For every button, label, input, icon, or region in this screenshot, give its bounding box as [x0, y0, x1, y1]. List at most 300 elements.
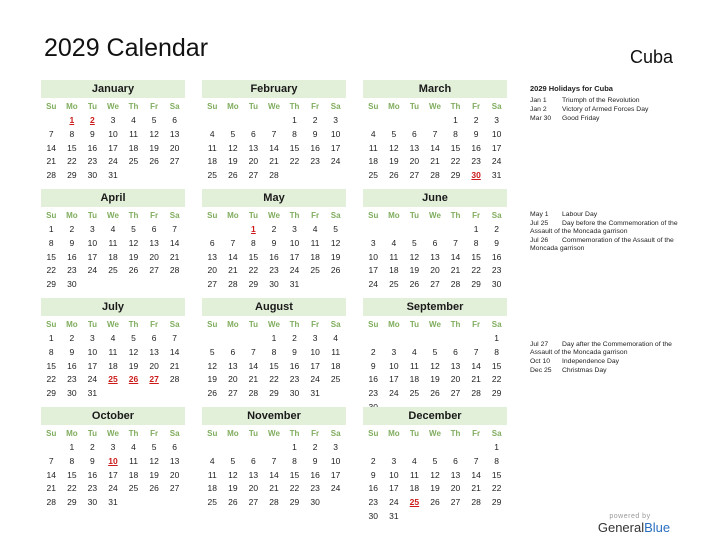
day-cell: 7: [172, 333, 178, 343]
day-cell: 30: [67, 388, 77, 399]
day-cell: 29: [471, 279, 481, 290]
month-header: August: [202, 298, 346, 316]
week-row: [363, 142, 507, 156]
day-cell: 3: [391, 455, 397, 466]
day-cell: 22: [450, 156, 461, 167]
day-cell: 22: [67, 483, 77, 494]
brand-general: General: [597, 520, 645, 535]
day-cell: 9: [312, 455, 318, 466]
day-cell: 19: [228, 483, 238, 494]
day-cell: 28: [471, 388, 481, 399]
weekday-label: Sa: [169, 429, 180, 438]
empty-cell: [144, 387, 165, 401]
day-cell: 2: [292, 333, 297, 343]
empty-cell: [223, 223, 244, 237]
day-cell: 1: [494, 442, 500, 452]
day-cell: 25: [330, 374, 341, 385]
day-cell: 4: [391, 237, 397, 248]
week-row: [202, 387, 346, 401]
empty-cell: [445, 332, 466, 346]
day-cell: 31: [289, 279, 300, 290]
day-cell: 19: [128, 251, 139, 262]
holiday-day-cell: 30: [471, 170, 481, 181]
day-cell: 29: [269, 388, 279, 399]
holiday-date: Jan 1: [530, 97, 547, 105]
weekday-label: Fr: [311, 320, 320, 329]
day-cell: 31: [389, 510, 399, 521]
empty-cell: [425, 441, 446, 455]
day-cell: 28: [269, 170, 279, 181]
empty-cell: [202, 114, 223, 128]
empty-cell: [144, 169, 165, 183]
weekday-label: Th: [289, 211, 300, 220]
day-cell: 27: [169, 156, 180, 167]
day-cell: 24: [108, 156, 118, 167]
day-cell: 20: [248, 483, 259, 494]
day-cell: 27: [228, 388, 238, 399]
day-cell: 6: [172, 115, 178, 125]
generalblue-logo: [593, 520, 675, 535]
day-cell: 9: [69, 237, 75, 248]
weekday-label: Mo: [227, 211, 239, 220]
day-cell: 22: [46, 265, 57, 276]
day-cell: 10: [87, 237, 98, 248]
day-cell: 16: [368, 483, 379, 494]
weekday-row: [202, 100, 346, 114]
day-cell: 28: [169, 265, 180, 276]
day-cell: 19: [149, 469, 159, 480]
day-cell: 17: [389, 374, 399, 385]
day-cell: 22: [46, 374, 57, 385]
day-cell: 17: [491, 142, 502, 153]
weekday-label: Tu: [87, 320, 97, 329]
holiday-list-q1: [530, 85, 680, 123]
day-cell: 4: [209, 455, 215, 466]
day-cell: 26: [128, 265, 139, 276]
month-august: [202, 298, 346, 401]
day-cell: 9: [370, 360, 376, 371]
day-cell: 26: [228, 497, 238, 508]
day-cell: 18: [389, 265, 399, 276]
holiday-date: Jul 27: [530, 341, 549, 348]
day-cell: 7: [432, 128, 438, 139]
empty-cell: [243, 441, 264, 455]
weekday-label: We: [429, 429, 441, 438]
empty-cell: [363, 223, 384, 237]
empty-cell: [325, 387, 346, 401]
day-cell: 26: [430, 497, 440, 508]
day-cell: 14: [471, 360, 481, 371]
day-cell: 22: [67, 156, 77, 167]
day-cell: 11: [310, 237, 320, 248]
day-cell: 19: [207, 374, 218, 385]
day-cell: 2: [69, 224, 75, 234]
day-cell: 13: [409, 142, 420, 153]
week-row: [363, 387, 507, 401]
day-cell: 28: [169, 374, 180, 385]
day-cell: 22: [269, 374, 279, 385]
day-cell: 29: [67, 497, 77, 508]
day-cell: 4: [412, 455, 417, 466]
weekday-label: Tu: [409, 320, 419, 329]
day-cell: 6: [251, 128, 256, 139]
day-cell: 1: [494, 333, 500, 343]
day-cell: 4: [209, 128, 215, 139]
holiday-day-cell: 10: [108, 455, 118, 466]
weekday-label: Mo: [227, 102, 239, 111]
weekday-label: Mo: [66, 102, 78, 111]
month-header: September: [363, 298, 507, 316]
weekday-row: [41, 427, 185, 441]
day-cell: 22: [289, 156, 300, 167]
day-cell: 18: [128, 469, 139, 480]
day-cell: 10: [108, 128, 118, 139]
day-cell: 12: [128, 346, 139, 357]
empty-cell: [41, 441, 62, 455]
weekday-label: Th: [450, 102, 461, 111]
day-cell: 6: [230, 346, 236, 357]
day-cell: 17: [310, 360, 320, 371]
day-cell: 15: [67, 142, 77, 153]
day-cell: 8: [69, 455, 75, 466]
day-cell: 28: [228, 279, 238, 290]
day-cell: 18: [108, 251, 118, 262]
day-cell: 14: [169, 346, 180, 357]
empty-cell: [445, 510, 466, 524]
day-cell: 8: [271, 346, 277, 357]
day-cell: 7: [172, 224, 178, 234]
day-cell: 13: [450, 360, 461, 371]
weekday-label: Sa: [169, 211, 180, 220]
holiday-name: Good Friday: [562, 114, 600, 122]
day-cell: 5: [333, 224, 339, 234]
day-cell: 5: [151, 115, 157, 125]
weekday-label: Tu: [248, 211, 258, 220]
week-row: [363, 264, 507, 278]
day-cell: 4: [333, 333, 339, 343]
holiday-item: [530, 367, 680, 375]
weekday-label: Su: [46, 211, 57, 220]
day-cell: 31: [108, 497, 118, 508]
page-title: 2029 Calendar: [44, 34, 209, 62]
week-row: [363, 441, 507, 455]
day-cell: 6: [432, 237, 438, 248]
day-cell: 23: [368, 497, 379, 508]
day-cell: 11: [207, 142, 217, 153]
day-cell: 30: [87, 497, 98, 508]
month-may: [202, 189, 346, 292]
day-cell: 21: [269, 156, 279, 167]
month-february: [202, 80, 346, 183]
day-cell: 15: [450, 142, 461, 153]
day-cell: 8: [251, 237, 256, 248]
day-cell: 19: [128, 360, 139, 371]
day-cell: 7: [48, 128, 54, 139]
day-cell: 10: [87, 346, 98, 357]
week-row: [363, 237, 507, 251]
day-cell: 20: [149, 360, 159, 371]
day-cell: 31: [310, 388, 320, 399]
day-cell: 4: [312, 224, 318, 234]
day-cell: 23: [269, 265, 279, 276]
weekday-label: Fr: [311, 102, 320, 111]
empty-cell: [363, 114, 384, 128]
day-cell: 23: [310, 156, 320, 167]
day-cell: 11: [207, 469, 217, 480]
day-cell: 12: [207, 360, 218, 371]
day-cell: 24: [330, 156, 341, 167]
day-cell: 1: [473, 224, 479, 234]
day-cell: 26: [389, 170, 399, 181]
day-cell: 27: [409, 170, 420, 181]
day-cell: 7: [473, 455, 479, 466]
day-cell: 9: [271, 237, 277, 248]
day-cell: 3: [312, 333, 318, 343]
day-cell: 5: [151, 442, 157, 452]
day-cell: 15: [289, 142, 300, 153]
day-cell: 17: [87, 360, 98, 371]
week-row: [41, 346, 185, 360]
empty-cell: [425, 223, 446, 237]
week-row: [363, 223, 507, 237]
day-cell: 26: [430, 388, 440, 399]
week-row: [41, 114, 185, 128]
day-cell: 3: [110, 115, 116, 125]
week-row: [202, 223, 346, 237]
weekday-label: Fr: [150, 320, 159, 329]
week-row: [202, 155, 346, 169]
weekday-label: Su: [207, 211, 218, 220]
weekday-label: Sa: [491, 320, 502, 329]
month-header: June: [363, 189, 507, 207]
month-header: October: [41, 407, 185, 425]
day-cell: 14: [46, 469, 57, 480]
day-cell: 2: [271, 224, 277, 234]
empty-cell: [466, 510, 487, 524]
day-cell: 15: [67, 469, 77, 480]
day-cell: 26: [207, 388, 218, 399]
weekday-label: Th: [450, 429, 461, 438]
day-cell: 27: [149, 265, 159, 276]
day-cell: 14: [248, 360, 259, 371]
generalblue-footer: [585, 513, 675, 535]
day-cell: 16: [289, 360, 300, 371]
day-cell: 7: [251, 346, 256, 357]
day-cell: 29: [450, 170, 461, 181]
day-cell: 6: [453, 346, 458, 357]
day-cell: 14: [46, 142, 57, 153]
day-cell: 12: [330, 237, 341, 248]
day-cell: 9: [312, 128, 318, 139]
holiday-date: Jul 26: [530, 236, 549, 244]
day-cell: 20: [248, 156, 259, 167]
day-cell: 16: [87, 142, 98, 153]
day-cell: 23: [67, 374, 77, 385]
weekday-label: Su: [368, 429, 379, 438]
day-cell: 18: [368, 156, 379, 167]
month-december: [363, 407, 507, 524]
holiday-date: Mar 30: [530, 114, 552, 122]
day-cell: 30: [368, 510, 379, 521]
week-row: [202, 496, 346, 510]
day-cell: 18: [207, 156, 218, 167]
weekday-label: Mo: [388, 211, 400, 220]
brand-blue: Blue: [644, 520, 671, 535]
week-row: [202, 251, 346, 265]
day-cell: 25: [207, 170, 218, 181]
empty-cell: [264, 441, 285, 455]
day-cell: 6: [209, 237, 215, 248]
empty-cell: [325, 169, 346, 183]
weekday-label: We: [429, 211, 441, 220]
day-cell: 13: [430, 251, 440, 262]
weekday-row: [202, 209, 346, 223]
day-cell: 19: [149, 142, 159, 153]
day-cell: 7: [230, 237, 236, 248]
holiday-name: Victory of Armed Forces Day: [562, 105, 649, 113]
day-cell: 2: [312, 442, 318, 452]
weekday-label: We: [268, 320, 280, 329]
day-cell: 9: [90, 128, 95, 139]
day-cell: 23: [491, 265, 502, 276]
day-cell: 16: [67, 360, 77, 371]
powered-by-text: powered by: [609, 513, 651, 520]
holiday-day-cell: 25: [108, 374, 118, 385]
day-cell: 9: [494, 237, 500, 248]
day-cell: 30: [67, 279, 77, 290]
day-cell: 15: [248, 251, 259, 262]
day-cell: 23: [310, 483, 320, 494]
empty-cell: [384, 114, 405, 128]
day-cell: 26: [228, 170, 238, 181]
day-cell: 6: [172, 442, 178, 452]
weekday-label: Su: [46, 320, 57, 329]
weekday-label: Su: [368, 211, 379, 220]
empty-cell: [243, 332, 264, 346]
day-cell: 13: [169, 455, 180, 466]
empty-cell: [363, 441, 384, 455]
weekday-label: Tu: [409, 429, 419, 438]
day-cell: 19: [228, 156, 238, 167]
day-cell: 12: [409, 251, 420, 262]
week-row: [202, 360, 346, 374]
day-cell: 5: [230, 455, 236, 466]
day-cell: 5: [230, 128, 236, 139]
week-row: [41, 373, 185, 387]
day-cell: 22: [248, 265, 259, 276]
day-cell: 19: [430, 374, 440, 385]
weekday-label: Tu: [248, 429, 258, 438]
day-cell: 11: [331, 346, 341, 357]
week-row: [41, 332, 185, 346]
week-row: [363, 169, 507, 183]
day-cell: 20: [169, 469, 180, 480]
day-cell: 3: [370, 237, 376, 248]
day-cell: 28: [430, 170, 440, 181]
day-cell: 25: [128, 483, 139, 494]
weekday-label: Sa: [169, 320, 180, 329]
day-cell: 11: [409, 469, 419, 480]
holiday-list-q2: [530, 211, 680, 254]
weekday-label: Fr: [150, 429, 159, 438]
day-cell: 24: [289, 265, 300, 276]
day-cell: 9: [292, 346, 297, 357]
holiday-item: [530, 237, 680, 253]
day-cell: 13: [149, 346, 159, 357]
day-cell: 28: [450, 279, 461, 290]
day-cell: 21: [228, 265, 238, 276]
week-row: [363, 128, 507, 142]
day-cell: 11: [108, 237, 118, 248]
empty-cell: [243, 114, 264, 128]
weekday-label: Fr: [150, 211, 159, 220]
weekday-label: We: [107, 320, 119, 329]
day-cell: 17: [368, 265, 379, 276]
empty-cell: [404, 510, 425, 524]
day-cell: 10: [491, 128, 502, 139]
week-row: [202, 332, 346, 346]
weekday-label: We: [429, 102, 441, 111]
weekday-label: Tu: [87, 102, 97, 111]
holiday-name: Day after the Commemoration of the Assault of the Moncada garrison: [530, 341, 672, 357]
day-cell: 12: [149, 128, 159, 139]
day-cell: 29: [46, 279, 57, 290]
weekday-label: Sa: [330, 102, 341, 111]
day-cell: 12: [430, 360, 440, 371]
day-cell: 17: [87, 251, 98, 262]
day-cell: 16: [87, 469, 98, 480]
day-cell: 20: [228, 374, 238, 385]
week-row: [363, 496, 507, 510]
week-row: [202, 441, 346, 455]
weekday-label: Th: [289, 320, 300, 329]
weekday-label: Mo: [66, 429, 78, 438]
day-cell: 29: [289, 497, 300, 508]
day-cell: 12: [430, 469, 440, 480]
weekday-row: [41, 100, 185, 114]
weekday-label: Th: [450, 320, 461, 329]
day-cell: 20: [450, 483, 461, 494]
day-cell: 6: [412, 128, 417, 139]
day-cell: 24: [310, 374, 320, 385]
holiday-date: Jul 25: [530, 219, 549, 227]
day-cell: 21: [450, 265, 461, 276]
day-cell: 23: [87, 483, 98, 494]
weekday-label: Fr: [472, 429, 481, 438]
week-row: [41, 469, 185, 483]
day-cell: 28: [471, 497, 481, 508]
week-row: [202, 373, 346, 387]
holiday-item: [530, 106, 680, 114]
empty-cell: [425, 510, 446, 524]
week-row: [363, 373, 507, 387]
weekday-label: Su: [368, 320, 379, 329]
weekday-row: [202, 318, 346, 332]
day-cell: 23: [368, 388, 379, 399]
week-row: [363, 278, 507, 292]
empty-cell: [363, 332, 384, 346]
day-cell: 4: [370, 128, 376, 139]
day-cell: 27: [430, 279, 440, 290]
day-cell: 25: [368, 170, 379, 181]
day-cell: 15: [46, 251, 57, 262]
day-cell: 22: [491, 374, 502, 385]
day-cell: 5: [432, 455, 438, 466]
holiday-date: Oct 10: [530, 357, 551, 365]
day-cell: 24: [368, 279, 379, 290]
week-row: [202, 278, 346, 292]
weekday-label: We: [107, 211, 119, 220]
